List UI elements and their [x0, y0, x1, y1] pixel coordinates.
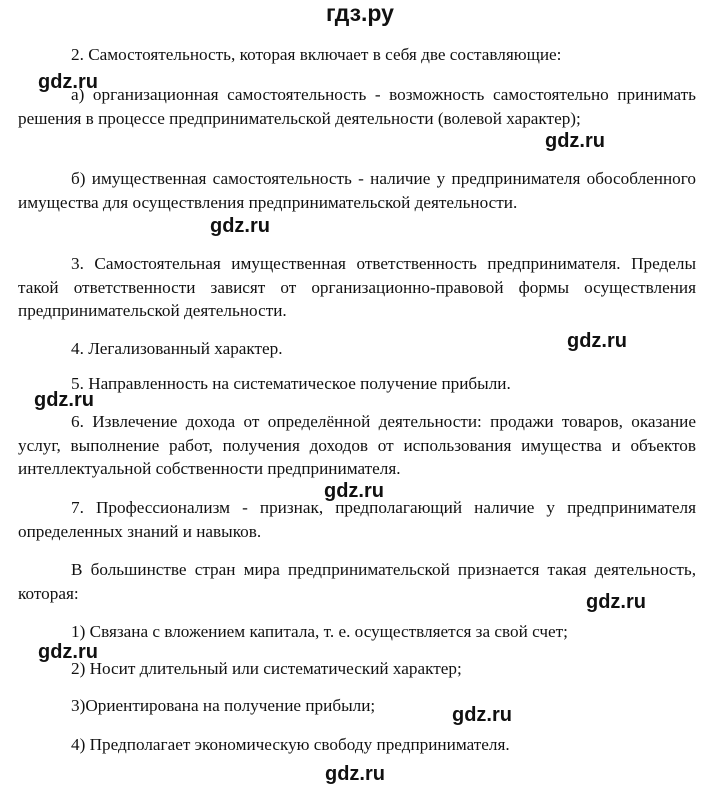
list-item-profit: 3)Ориентирована на получение прибыли;	[71, 696, 376, 715]
watermark-gdz-logo: gdz.ru	[38, 641, 98, 663]
paragraph-organizational: а) организационная самостоятельность - возможность самостоятельно принимать решения в процессе предпринимательской деятельности (волевой характер);	[18, 85, 696, 128]
watermark-gdz-logo: gdz.ru	[324, 480, 384, 502]
paragraph-professionalism: 7. Профессионализм - признак, предполагающий наличие у предпринимателя определенных знаний и навыков.	[18, 498, 696, 541]
watermark-gdz-logo: gdz.ru	[210, 215, 270, 237]
watermark-gdz-logo: gdz.ru	[586, 591, 646, 613]
watermark-gdz-logo: gdz.ru	[34, 389, 94, 411]
list-item-freedom: 4) Предполагает экономическую свободу предпринимателя.	[71, 735, 510, 754]
watermark-gdz-logo: gdz.ru	[545, 130, 605, 152]
paragraph-legalized: 4. Легализованный характер.	[71, 339, 283, 358]
list-item-systematic: 2) Носит длительный или систематический характер;	[71, 659, 462, 678]
paragraph-profit: 5. Направленность на систематическое получение прибыли.	[71, 374, 511, 393]
paragraph-world-countries: В большинстве стран мира предпринимательской признается такая деятельность, которая:	[18, 560, 696, 603]
paragraph-independence: 2. Самостоятельность, которая включает в себя две составляющие:	[71, 45, 562, 64]
paragraph-income: 6. Извлечение дохода от определённой деятельности: продажи товаров, оказание услуг, выполнение работ, получения доходов от использования имущества и объектов интеллектуальной собственности предпринимателя.	[18, 412, 696, 478]
watermark-gdz-logo: gdz.ru	[452, 704, 512, 726]
paragraph-property: б) имущественная самостоятельность - наличие у предпринимателя обособленного имущества для осуществления предпринимательской деятельности.	[18, 169, 696, 212]
list-item-capital: 1) Связана с вложением капитала, т. е. осуществляется за свой счет;	[71, 622, 568, 641]
paragraph-liability: 3. Самостоятельная имущественная ответственность предпринимателя. Пределы такой ответственности зависят от организационно-правовой формы осуществления предпринимательской деятельности.	[18, 254, 696, 320]
watermark-gdz-logo: gdz.ru	[38, 71, 98, 93]
watermark-gdz-logo: gdz.ru	[567, 330, 627, 352]
site-header: гдз.ру	[326, 0, 394, 26]
watermark-gdz-logo: gdz.ru	[325, 763, 385, 785]
